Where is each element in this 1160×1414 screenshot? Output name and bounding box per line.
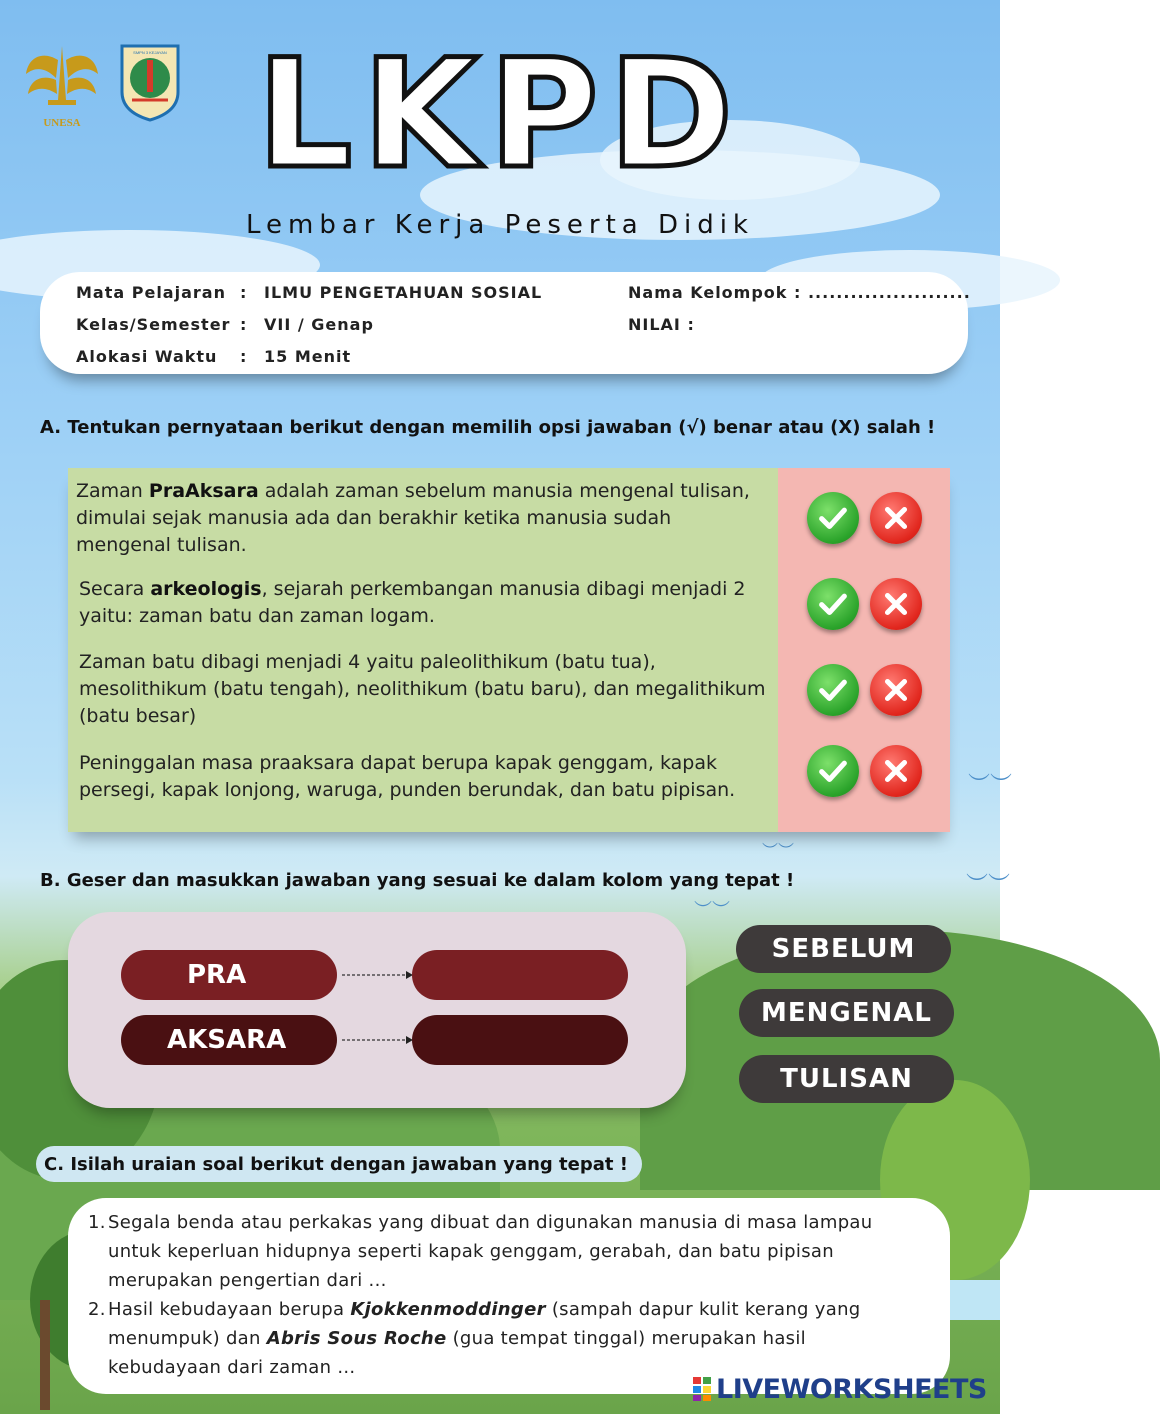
false-button-2[interactable] <box>870 578 922 630</box>
question-2-part: Hasil kebudayaan berupa <box>108 1299 351 1320</box>
subject-label: Mata Pelajaran <box>76 283 226 302</box>
statement-2-text: Secara <box>79 578 151 600</box>
section-b-heading: B. Geser dan masukkan jawaban yang sesuai ke dalam kolom yang tepat ! <box>40 870 795 891</box>
source-pill-aksara <box>121 1015 337 1065</box>
drag-option-tulisan[interactable]: TULISAN <box>739 1055 954 1103</box>
time-sep: : <box>240 347 248 366</box>
essay-question-2 <box>88 1295 908 1382</box>
class-label: Kelas/Semester <box>76 315 231 334</box>
statement-1-text-end: adalah zaman sebelum manusia mengenal tulisan, dimulai sejak manusia ada dan berakhir ketika manusia sudah mengenal tulisan. <box>76 480 750 556</box>
statement-4-text: Peninggalan masa praaksara dapat berupa kapak genggam, kapak persegi, kapak lonjong, waruga, punden berundak, dan batu pipisan. <box>79 752 736 801</box>
cross-icon <box>879 673 913 707</box>
statement-1 <box>76 478 771 559</box>
liveworksheets-brand-text: LIVEWORKSHEETS <box>716 1373 987 1405</box>
check-icon <box>816 673 850 707</box>
cross-icon <box>879 754 913 788</box>
false-button-1[interactable] <box>870 492 922 544</box>
essay-panel <box>68 1198 950 1394</box>
statement-2-bold: arkeologis <box>150 578 262 600</box>
drag-option-sebelum[interactable]: SEBELUM <box>736 925 951 973</box>
bird-icon: ︶︶ <box>968 772 1013 797</box>
score-field[interactable]: NILAI : <box>628 315 695 334</box>
question-2-part: (sampah dapur kulit kerang yang menumpuk) dan <box>108 1299 861 1349</box>
true-button-4[interactable] <box>807 745 859 797</box>
section-c-heading-bg <box>36 1146 642 1182</box>
statement-2-text-end: , sejarah perkembangan manusia dibagi menjadi 2 yaitu: zaman batu dan zaman logam. <box>79 578 746 627</box>
cross-icon <box>879 587 913 621</box>
drag-drop-panel <box>68 912 686 1108</box>
liveworksheets-brand <box>692 1372 987 1406</box>
question-2-term-1: Kjokkenmoddinger <box>350 1299 546 1320</box>
question-1-text: Segala benda atau perkakas yang dibuat dan digunakan manusia di masa lampau untuk keperluan hidupnya seperti kapak genggam, gerabah, dan batu pipisan merupakan pengertian dari ... <box>108 1212 873 1291</box>
question-2-part: (gua tempat tinggal) merupakan hasil kebudayaan dari zaman ... <box>108 1328 806 1378</box>
question-2-text <box>108 1295 908 1382</box>
info-card <box>40 272 971 374</box>
subject-sep: : <box>240 283 248 302</box>
section-c-heading: C. Isilah uraian soal berikut dengan jawaban yang tepat ! <box>44 1153 628 1175</box>
unesa-logo-text: UNESA <box>43 117 81 129</box>
bird-icon: ︶︶ <box>694 900 730 920</box>
subject-value: ILMU PENGETAHUAN SOSIAL <box>264 283 543 302</box>
true-button-1[interactable] <box>807 492 859 544</box>
true-button-3[interactable] <box>807 664 859 716</box>
true-button-2[interactable] <box>807 578 859 630</box>
essay-question-1 <box>88 1208 908 1295</box>
section-a-heading: A. Tentukan pernyataan berikut dengan memilih opsi jawaban (√) benar atau (X) salah ! <box>40 417 936 438</box>
question-2-number: 2. <box>88 1299 106 1320</box>
statement-3 <box>79 649 774 730</box>
liveworksheets-logo-icon <box>692 1376 714 1402</box>
bird-icon: ︶︶ <box>762 843 795 860</box>
statement-1-text: Zaman <box>76 480 149 502</box>
group-name-field[interactable]: Nama Kelompok : ....................... <box>628 283 971 302</box>
statement-3-text: Zaman batu dibagi menjadi 4 yaitu paleolithikum (batu tua), mesolithikum (batu tengah), neolithikum (batu baru), dan megalithikum (batu besar) <box>79 651 766 727</box>
drop-zone-2[interactable] <box>412 1015 628 1065</box>
arrow-icon <box>342 968 414 982</box>
false-button-4[interactable] <box>870 745 922 797</box>
page-title: LKPD <box>256 28 744 202</box>
source-pill-pra-label: PRA <box>187 960 247 990</box>
check-icon <box>816 501 850 535</box>
question-1-number: 1. <box>88 1212 106 1233</box>
school-logo-text: SMPN 3 KEJAYAN <box>133 50 167 55</box>
statement-2 <box>79 576 774 630</box>
tree-trunk <box>40 1300 50 1410</box>
check-icon <box>816 754 850 788</box>
bird-icon: ︶︶ <box>966 872 1011 897</box>
class-sep: : <box>240 315 248 334</box>
false-button-3[interactable] <box>870 664 922 716</box>
true-false-panel <box>68 468 950 832</box>
drop-zone-1[interactable] <box>412 950 628 1000</box>
time-label: Alokasi Waktu <box>76 347 218 366</box>
cross-icon <box>879 501 913 535</box>
arrow-icon <box>342 1033 414 1047</box>
answer-area <box>778 468 950 832</box>
source-pill-aksara-label: AKSARA <box>167 1025 287 1055</box>
page-subtitle: Lembar Kerja Peserta Didik <box>245 210 754 240</box>
statement-4 <box>79 750 774 804</box>
question-2-term-2: Abris Sous Roche <box>266 1328 447 1349</box>
check-icon <box>816 587 850 621</box>
class-value: VII / Genap <box>264 315 374 334</box>
statement-1-bold: PraAksara <box>148 480 259 502</box>
time-value: 15 Menit <box>264 347 352 366</box>
source-pill-pra <box>121 950 337 1000</box>
statements-area <box>68 468 778 832</box>
drag-option-mengenal[interactable]: MENGENAL <box>739 989 954 1037</box>
